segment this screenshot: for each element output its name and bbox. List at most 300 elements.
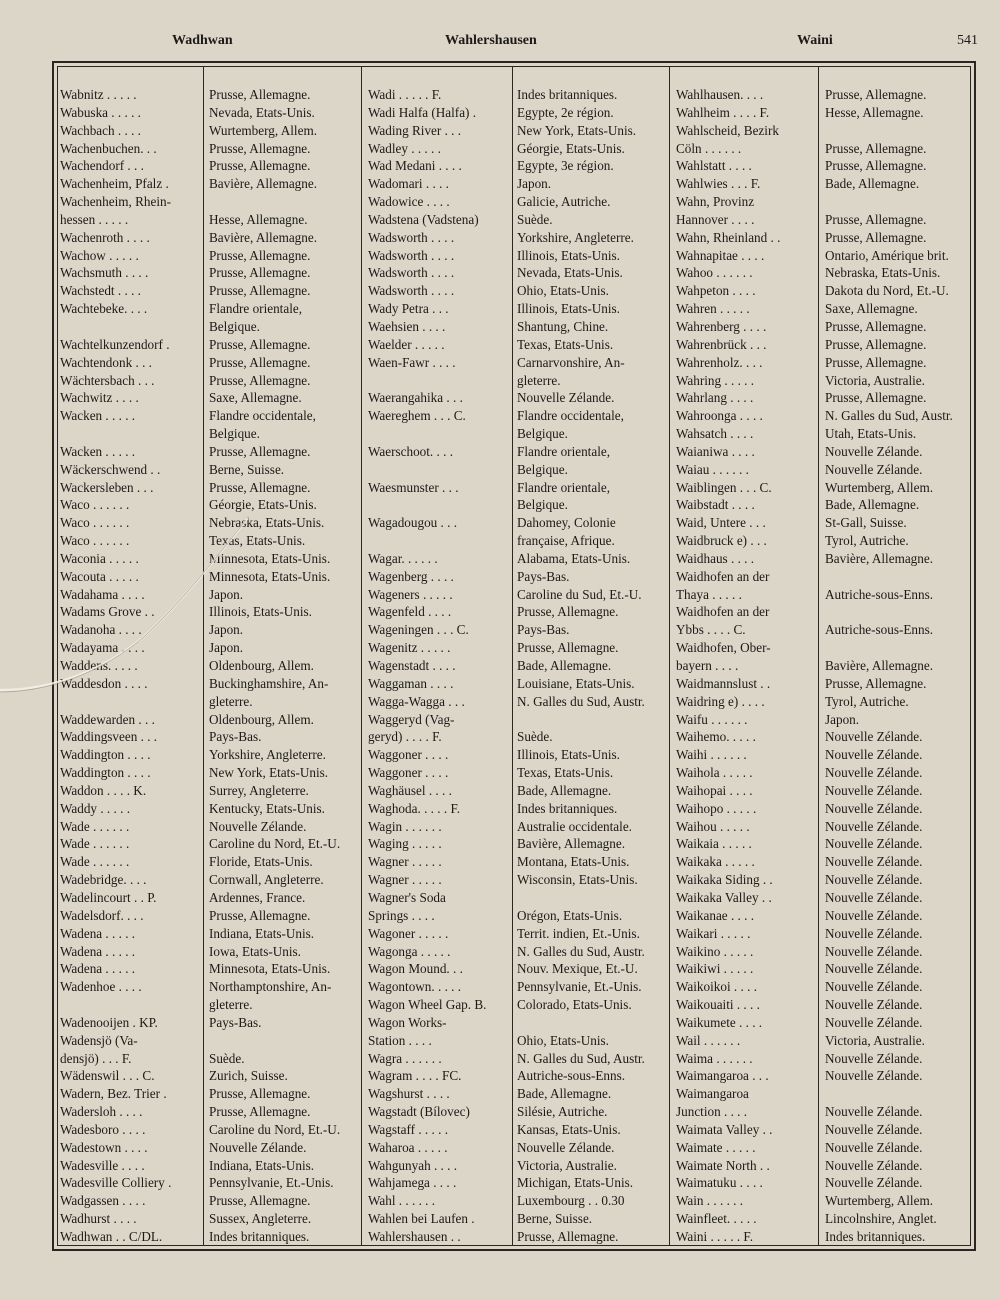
place-name: Waimangaroa . . . (676, 1068, 769, 1084)
gazetteer-entry (676, 1192, 976, 1210)
place-location: Prusse, Allemagne. (825, 158, 927, 174)
place-location: Prusse, Allemagne. (209, 247, 311, 263)
place-location: N. Galles du Sud, Austr. (825, 408, 953, 424)
gazetteer-entry (676, 247, 976, 265)
gazetteer-entry (60, 818, 360, 836)
place-location: Cornwall, Angleterre. (209, 872, 324, 888)
place-location: Indiana, Etats-Unis. (209, 925, 315, 941)
gazetteer-entry (676, 657, 976, 675)
gazetteer-entry (676, 1139, 976, 1157)
place-name: Wadsworth . . . . (368, 283, 455, 299)
gazetteer-entry (60, 193, 360, 211)
gazetteer-entry (60, 639, 360, 657)
place-name: Wagon Works- (368, 1014, 447, 1030)
gazetteer-entry (368, 835, 668, 853)
place-name: Wachow . . . . . (60, 247, 139, 263)
gazetteer-entry (60, 943, 360, 961)
gazetteer-entry (368, 389, 668, 407)
gazetteer-entry (676, 871, 976, 889)
place-name: Wahlershausen . . (368, 1229, 461, 1244)
place-location: Nouvelle Zélande. (825, 1068, 923, 1084)
place-name: Wail . . . . . . (676, 1032, 741, 1048)
gazetteer-entry (676, 728, 976, 746)
gazetteer-entry (60, 425, 360, 443)
place-location: Pennsylvanie, Et.-Unis. (517, 979, 642, 995)
place-location: Berne, Suisse. (209, 461, 285, 477)
place-location: Buckinghamshire, An- (209, 675, 329, 691)
place-location: Caroline du Nord, Et.-U. (209, 836, 341, 852)
place-name: Waidring e) . . . . (676, 693, 765, 709)
gazetteer-entry (676, 853, 976, 871)
place-name: Waihopo . . . . . (676, 800, 757, 816)
gazetteer-entry (368, 853, 668, 871)
place-location: Prusse, Allemagne. (825, 229, 927, 245)
gazetteer-entry (676, 157, 976, 175)
place-location: Pays-Bas. (517, 568, 570, 584)
gazetteer-entry (676, 211, 976, 229)
gazetteer-entry (60, 800, 360, 818)
gazetteer-entry (676, 1157, 976, 1175)
place-name: Waihola . . . . . (676, 765, 753, 781)
place-name: Wadesville Colliery . (60, 1175, 172, 1191)
place-name: Wageningen . . . C. (368, 622, 469, 638)
gazetteer-entry (368, 1157, 668, 1175)
gazetteer-entry (368, 264, 668, 282)
gazetteer-entry (676, 514, 976, 532)
place-name: Wagner . . . . . (368, 854, 442, 870)
place-name: Wadhwan . . C/DL. (60, 1229, 163, 1244)
place-name: Wagenstadt . . . . (368, 658, 456, 673)
place-location: Nevada, Etats-Unis. (209, 104, 315, 120)
place-name: Wade . . . . . . (60, 854, 130, 870)
place-name: Wahlen bei Laufen . (368, 1211, 475, 1227)
place-name: Waikanae . . . . (676, 907, 755, 923)
gazetteer-entry (60, 407, 360, 425)
place-name: Wadena . . . . . (60, 943, 136, 959)
gazetteer-entry (368, 372, 668, 390)
place-location: Prusse, Allemagne. (209, 283, 311, 299)
gazetteer-entry (60, 372, 360, 390)
place-location: Carnarvonshire, An- (517, 354, 625, 370)
place-location: Surrey, Angleterre. (209, 782, 309, 798)
gazetteer-entry (368, 514, 668, 532)
place-location: Bavière, Allemagne. (209, 176, 318, 192)
gazetteer-entry (60, 978, 360, 996)
place-name: Wadelincourt . . P. (60, 889, 157, 905)
place-location: Saxe, Allemagne. (825, 301, 918, 317)
gazetteer-entry (60, 728, 360, 746)
gazetteer-entry (60, 675, 360, 693)
place-name: Wahl . . . . . . (368, 1193, 436, 1209)
place-location: Autriche-sous-Enns. (825, 586, 934, 602)
place-name: Wadesboro . . . . (60, 1121, 146, 1137)
place-location: Japon. (517, 176, 552, 192)
place-location: Géorgie, Etats-Unis. (209, 497, 317, 513)
place-name: Waikaka Valley . . (676, 889, 772, 905)
gazetteer-entry (368, 800, 668, 818)
place-name: Wadebridge. . . . (60, 872, 147, 888)
gazetteer-entry (368, 1139, 668, 1157)
place-location: Autriche-sous-Enns. (517, 1068, 626, 1084)
place-name: Waihemo. . . . . (676, 729, 756, 745)
place-name: Wadenhoe . . . . (60, 979, 142, 995)
place-location: Nouvelle Zélande. (825, 1104, 923, 1120)
gazetteer-entry (676, 318, 976, 336)
place-name: Wagoner . . . . . (368, 925, 449, 941)
place-name: Wagstaff . . . . . (368, 1121, 448, 1137)
gazetteer-entry (676, 675, 976, 693)
place-name: Wagshurst . . . . (368, 1086, 450, 1102)
gazetteer-entry (368, 728, 668, 746)
place-name: Waddens. . . . . (60, 658, 138, 673)
gazetteer-column-2 (368, 86, 668, 1246)
place-location: Nouvelle Zélande. (825, 1175, 923, 1191)
place-location: Nouvelle Zélande. (825, 1139, 923, 1155)
place-name: Junction . . . . (676, 1104, 748, 1120)
place-location: Nouvelle Zélande. (825, 836, 923, 852)
place-location: Illinois, Etats-Unis. (209, 604, 312, 620)
place-name: Wade . . . . . . (60, 836, 130, 852)
place-location: Pays-Bas. (209, 729, 262, 745)
gazetteer-entry (60, 764, 360, 782)
place-location: Berne, Suisse. (517, 1211, 593, 1227)
place-name: Wadgassen . . . . (60, 1193, 146, 1209)
place-location: Prusse, Allemagne. (825, 211, 927, 227)
place-name: Waikino . . . . . (676, 943, 754, 959)
place-location: Kentucky, Etats-Unis. (209, 800, 325, 816)
place-name: Wadena . . . . . (60, 925, 136, 941)
place-location: Nouvelle Zélande. (825, 461, 923, 477)
place-location: Japon. (209, 622, 244, 638)
gazetteer-entry (368, 639, 668, 657)
header-center-term: Wahlershausen (445, 33, 537, 48)
place-location: Nouvelle Zélande. (825, 818, 923, 834)
gazetteer-entry (676, 229, 976, 247)
place-location: Nouvelle Zélande. (825, 1157, 923, 1173)
gazetteer-entry (60, 86, 360, 104)
place-name: Waikaka . . . . . (676, 854, 755, 870)
place-location: Michigan, Etats-Unis. (517, 1175, 634, 1191)
place-location: Prusse, Allemagne. (825, 354, 927, 370)
place-name: Wackersleben . . . (60, 479, 154, 495)
page-number: 541 (957, 33, 978, 48)
place-location: Victoria, Australie. (517, 1157, 617, 1173)
place-location: Lincolnshire, Anglet. (825, 1211, 937, 1227)
place-name: Waco . . . . . . (60, 515, 130, 531)
gazetteer-entry (60, 318, 360, 336)
place-name: Wabnitz . . . . . (60, 87, 137, 102)
place-name: Waelder . . . . . (368, 336, 445, 352)
place-location: Texas, Etats-Unis. (517, 765, 614, 781)
gazetteer-entry (368, 978, 668, 996)
place-location: Bavière, Allemagne. (517, 836, 626, 852)
place-name: Wahlstatt . . . . (676, 158, 752, 174)
place-name: Waerschoot. . . . (368, 443, 453, 459)
place-name: Waggoner . . . . (368, 747, 449, 763)
place-name: hessen . . . . . (60, 211, 129, 227)
gazetteer-entry (676, 925, 976, 943)
place-name: Wächtersbach . . . (60, 372, 155, 388)
place-location: Prusse, Allemagne. (825, 318, 927, 334)
gazetteer-entry (60, 1067, 360, 1085)
place-location: Nouvelle Zélande. (825, 925, 923, 941)
gazetteer-entry (676, 1121, 976, 1139)
place-location: Belgique. (209, 318, 260, 334)
place-name: Wahnapitae . . . . (676, 247, 765, 263)
place-name: Wahn, Rheinland . . (676, 229, 781, 245)
gazetteer-entry (60, 1103, 360, 1121)
gazetteer-entry (676, 693, 976, 711)
place-location: Egypte, 2e région. (517, 104, 614, 120)
gazetteer-entry (676, 1085, 976, 1103)
place-location: Nouvelle Zélande. (825, 747, 923, 763)
place-name: Wadomari . . . . (368, 176, 449, 192)
place-name: Wadhurst . . . . (60, 1211, 137, 1227)
place-name: Waesmunster . . . (368, 479, 459, 495)
place-location: Bade, Allemagne. (825, 497, 920, 513)
place-name: Wagner's Soda (368, 889, 446, 905)
place-name: Waimata Valley . . (676, 1121, 773, 1137)
place-location: Ardennes, France. (209, 889, 306, 905)
place-name: Wagon Mound. . . (368, 961, 463, 977)
column-divider (361, 66, 362, 1246)
gazetteer-entry (368, 193, 668, 211)
place-location: Dahomey, Colonie (517, 515, 616, 531)
place-location: Oldenbourg, Allem. (209, 658, 314, 673)
place-location: N. Galles du Sud, Austr. (517, 943, 645, 959)
place-location: Sussex, Angleterre. (209, 1211, 312, 1227)
place-name: Wahn, Provinz (676, 194, 755, 210)
place-location: Flandre orientale, (517, 479, 611, 495)
place-name: Wagner . . . . . (368, 872, 442, 888)
gazetteer-entry (368, 1014, 668, 1032)
place-name: Wadenooijen . KP. (60, 1014, 158, 1030)
gazetteer-entry (60, 247, 360, 265)
place-name: Waco . . . . . . (60, 533, 130, 549)
place-location: Wurtemberg, Allem. (825, 1193, 933, 1209)
gazetteer-entry (368, 1174, 668, 1192)
gazetteer-entry (676, 1174, 976, 1192)
gazetteer-entry (368, 1121, 668, 1139)
gazetteer-entry (676, 889, 976, 907)
place-location: Louisiane, Etats-Unis. (517, 675, 635, 691)
place-name: Wadensjö (Va- (60, 1032, 138, 1048)
gazetteer-entry (676, 1067, 976, 1085)
place-location: française, Afrique. (517, 533, 615, 549)
place-name: Waghäusel . . . . (368, 782, 452, 798)
gazetteer-entry (60, 871, 360, 889)
place-location: Indes britanniques. (517, 87, 618, 102)
place-name: Waidhofen an der (676, 604, 770, 620)
place-location: Indes britanniques. (517, 800, 618, 816)
place-location: N. Galles du Sud, Austr. (517, 693, 645, 709)
place-name: Wachwitz . . . . (60, 390, 139, 406)
place-location: Suède. (517, 211, 553, 227)
gazetteer-entry (676, 300, 976, 318)
gazetteer-entry (368, 336, 668, 354)
place-name: Waianiwa . . . . (676, 443, 755, 459)
gazetteer-entry (368, 693, 668, 711)
place-name: Springs . . . . (368, 907, 435, 923)
place-name: Wadern, Bez. Trier . (60, 1086, 167, 1102)
gazetteer-entry (60, 996, 360, 1014)
place-name: Waehsien . . . . (368, 318, 446, 334)
place-location: Pennsylvanie, Et.-Unis. (209, 1175, 334, 1191)
place-name: Waikiwi . . . . . (676, 961, 754, 977)
gazetteer-entry (676, 443, 976, 461)
gazetteer-entry (676, 621, 976, 639)
gazetteer-entry (676, 800, 976, 818)
place-location: N. Galles du Sud, Austr. (517, 1050, 645, 1066)
place-location: Nouvelle Zélande. (825, 907, 923, 923)
place-name: Wadahama . . . . (60, 586, 145, 602)
gazetteer-entry (368, 943, 668, 961)
place-name: Wachendorf . . . (60, 158, 144, 174)
gazetteer-entry (368, 1067, 668, 1085)
place-name: Wageners . . . . . (368, 586, 453, 602)
place-location: Dakota du Nord, Et.-U. (825, 283, 949, 299)
place-name: Wadestown . . . . (60, 1139, 148, 1155)
gazetteer-entry (368, 1228, 668, 1246)
gazetteer-entry (60, 1210, 360, 1228)
place-location: Belgique. (517, 426, 568, 442)
gazetteer-entry (676, 86, 976, 104)
gazetteer-entry (60, 603, 360, 621)
place-location: gleterre. (209, 693, 253, 709)
gazetteer-entry (368, 86, 668, 104)
header-right-term: Waini (797, 33, 833, 48)
place-location: Victoria, Australie. (825, 1032, 925, 1048)
gazetteer-entry (676, 496, 976, 514)
place-name: Wade . . . . . . (60, 818, 130, 834)
gazetteer-entry (368, 104, 668, 122)
gazetteer-entry (368, 925, 668, 943)
gazetteer-entry (60, 104, 360, 122)
place-location: Nouv. Mexique, Et.-U. (517, 961, 638, 977)
place-name: Wadanoha . . . . (60, 622, 142, 638)
place-location: Prusse, Allemagne. (825, 87, 927, 102)
gazetteer-entry (368, 1032, 668, 1050)
place-name: Wadi Halfa (Halfa) . (368, 104, 477, 120)
place-location: Ohio, Etats-Unis. (517, 1032, 609, 1048)
place-location: Nevada, Etats-Unis. (517, 265, 623, 281)
place-location: Belgique. (209, 426, 260, 442)
place-location: Nouvelle Zélande. (825, 872, 923, 888)
gazetteer-entry (676, 943, 976, 961)
gazetteer-entry (368, 211, 668, 229)
place-location: gleterre. (517, 372, 561, 388)
place-location: Indes britanniques. (209, 1229, 310, 1244)
place-name: Wacken . . . . . (60, 408, 136, 424)
gazetteer-entry (368, 1050, 668, 1068)
place-location: Caroline du Nord, Et.-U. (209, 1121, 341, 1137)
place-name: Waikumete . . . . (676, 1014, 763, 1030)
place-location: Autriche-sous-Enns. (825, 622, 934, 638)
gazetteer-entry (368, 318, 668, 336)
gazetteer-entry (676, 1050, 976, 1068)
place-name: Wagstadt (Bílovec) (368, 1104, 470, 1120)
place-name: Wagadougou . . . (368, 515, 458, 531)
gazetteer-entry (368, 496, 668, 514)
place-name: Waereghem . . . C. (368, 408, 466, 424)
place-location: Bade, Allemagne. (517, 658, 612, 673)
place-location: Ohio, Etats-Unis. (517, 283, 609, 299)
gazetteer-entry (60, 157, 360, 175)
place-name: Wahrenholz. . . . (676, 354, 763, 370)
place-name: Wain . . . . . . (676, 1193, 744, 1209)
place-location: Yorkshire, Angleterre. (517, 229, 634, 245)
gazetteer-entry (60, 1174, 360, 1192)
place-location: Tyrol, Autriche. (825, 693, 909, 709)
place-location: Suède. (517, 729, 553, 745)
place-name: Waikaka Siding . . (676, 872, 773, 888)
place-name: Wachtendonk . . . (60, 354, 152, 370)
place-location: Wisconsin, Etats-Unis. (517, 872, 638, 888)
place-name: Waimatuku . . . . (676, 1175, 763, 1191)
gazetteer-entry (368, 443, 668, 461)
gazetteer-entry (368, 425, 668, 443)
place-location: Nebraska, Etats-Unis. (825, 265, 941, 281)
gazetteer-entry (368, 711, 668, 729)
place-name: Waid, Untere . . . (676, 515, 766, 531)
place-name: Wadams Grove . . (60, 604, 155, 620)
gazetteer-entry (676, 389, 976, 407)
place-location: Hesse, Allemagne. (209, 211, 308, 227)
gazetteer-entry (60, 336, 360, 354)
place-location: Nouvelle Zélande. (825, 979, 923, 995)
place-location: Indiana, Etats-Unis. (209, 1157, 315, 1173)
place-name: Wachenheim, Pfalz . (60, 176, 169, 192)
place-name: Wagontown. . . . . (368, 979, 462, 995)
place-location: Flandre orientale, (209, 301, 303, 317)
place-name: Wadesville . . . . (60, 1157, 145, 1173)
place-location: Prusse, Allemagne. (825, 140, 927, 156)
place-name: Waikouaiti . . . . (676, 997, 760, 1013)
gazetteer-entry (60, 1121, 360, 1139)
gazetteer-entry (60, 568, 360, 586)
gazetteer-entry (60, 550, 360, 568)
place-name: Waidbruck e) . . . (676, 533, 767, 549)
gazetteer-entry (676, 122, 976, 140)
place-name: Waddington . . . . (60, 747, 151, 763)
place-location: Shantung, Chine. (517, 318, 609, 334)
gazetteer-entry (676, 532, 976, 550)
place-location: Minnesota, Etats-Unis. (209, 961, 331, 977)
place-location: Prusse, Allemagne. (825, 675, 927, 691)
gazetteer-entry (368, 889, 668, 907)
place-name: Waen-Fawr . . . . (368, 354, 456, 370)
place-name: Wahlscheid, Bezirk (676, 122, 779, 138)
gazetteer-entry (368, 1210, 668, 1228)
place-location: Bavière, Allemagne. (825, 550, 934, 566)
place-location: Nouvelle Zélande. (825, 961, 923, 977)
gazetteer-entry (60, 960, 360, 978)
place-location: Prusse, Allemagne. (517, 640, 619, 656)
place-location: Nouvelle Zélande. (825, 997, 923, 1013)
gazetteer-entry (368, 247, 668, 265)
gazetteer-entry (676, 550, 976, 568)
place-location: Illinois, Etats-Unis. (517, 247, 620, 263)
place-location: Belgique. (517, 461, 568, 477)
gazetteer-entry (676, 639, 976, 657)
gazetteer-entry (676, 1228, 976, 1246)
place-name: Wagonga . . . . . (368, 943, 451, 959)
place-name: Waihopai . . . . (676, 782, 753, 798)
place-name: Waimangaroa (676, 1086, 749, 1102)
place-name: Station . . . . (368, 1032, 432, 1048)
place-location: Prusse, Allemagne. (209, 140, 311, 156)
place-name: Wachenbuchen. . . (60, 140, 157, 156)
